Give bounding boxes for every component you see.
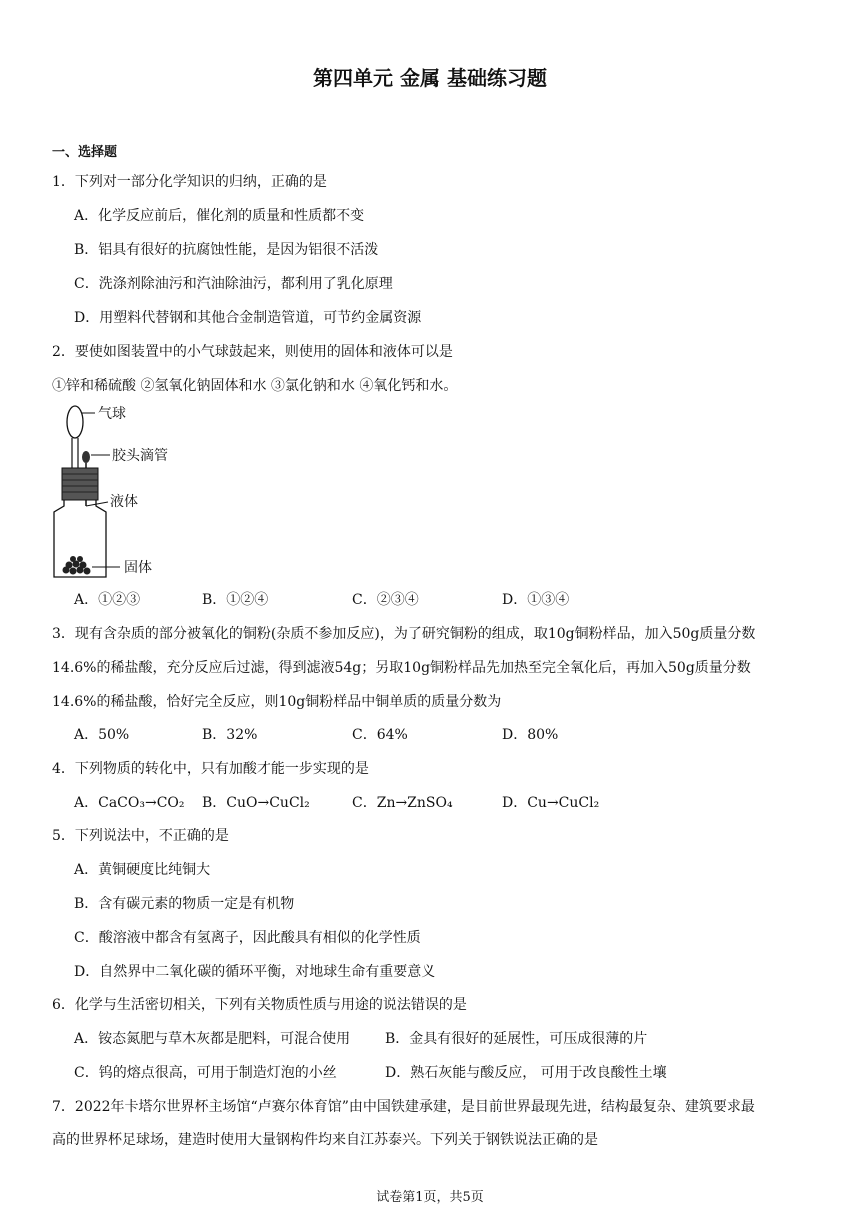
q7-stem-line2: 高的世界杯足球场，建造时使用大量钢构件均来自江苏泰兴。下列关于钢铁说法正确的是 bbox=[52, 1132, 598, 1148]
rubber-stopper bbox=[62, 468, 98, 500]
q6-stem: 6．化学与生活密切相关，下列有关物质性质与用途的说法错误的是 bbox=[52, 997, 467, 1013]
q4-option-b: B．CuO→CuCl₂ bbox=[202, 795, 310, 811]
q1-option-b: B．铝具有很好的抗腐蚀性能，是因为铝很不活泼 bbox=[74, 242, 379, 258]
page-footer: 试卷第1页，共5页 bbox=[376, 1190, 484, 1205]
q6-option-b: B．金具有很好的延展性，可压成很薄的片 bbox=[385, 1031, 648, 1047]
q2-option-c: C．②③④ bbox=[352, 592, 419, 608]
q4-options bbox=[0, 793, 860, 813]
q2-options bbox=[0, 590, 860, 610]
q2-stem: 2．要使如图装置中的小气球鼓起来，则使用的固体和液体可以是 bbox=[52, 344, 453, 360]
q2-option-b: B．①②④ bbox=[202, 592, 269, 608]
q6-option-c: C．钨的熔点很高，可用于制造灯泡的小丝 bbox=[74, 1065, 337, 1081]
q1-stem: 1．下列对一部分化学知识的归纳，正确的是 bbox=[52, 174, 327, 190]
q3-option-d: D．80% bbox=[502, 727, 559, 743]
q3-option-a: A．50% bbox=[74, 727, 130, 743]
q5-option-a: A．黄铜硬度比纯铜大 bbox=[74, 862, 211, 878]
q3-option-c: C．64% bbox=[352, 727, 408, 743]
q3-stem-line2: 14.6%的稀盐酸，充分反应后过滤，得到滤液54g；另取10g铜粉样品先加热至完全氧化后，再加入50g质量分数 bbox=[52, 660, 751, 676]
q1-option-a: A．化学反应前后，催化剂的质量和性质都不变 bbox=[74, 208, 365, 224]
q6-option-d: D．熟石灰能与酸反应， 可用于改良酸性土壤 bbox=[385, 1065, 667, 1081]
label-liquid: 液体 bbox=[110, 494, 138, 510]
q2-option-d: D．①③④ bbox=[502, 592, 570, 608]
label-dropper: 胶头滴管 bbox=[112, 448, 168, 464]
q4-option-c: C．Zn→ZnSO₄ bbox=[352, 795, 453, 811]
q3-stem-line3: 14.6%的稀盐酸，恰好完全反应，则10g铜粉样品中铜单质的质量分数为 bbox=[52, 694, 502, 710]
page-title: 第四单元 金属 基础练习题 bbox=[313, 66, 547, 90]
q3-option-b: B．32% bbox=[202, 727, 258, 743]
q5-option-d: D．自然界中二氧化碳的循环平衡，对地球生命有重要意义 bbox=[74, 964, 436, 980]
q4-option-a: A．CaCO₃→CO₂ bbox=[74, 795, 185, 811]
q2-option-a: A．①②③ bbox=[74, 592, 141, 608]
dropper-bulb bbox=[82, 451, 90, 463]
section-heading: 一、选择题 bbox=[52, 145, 118, 160]
balloon-shape bbox=[67, 406, 83, 438]
label-balloon: 气球 bbox=[98, 406, 126, 422]
q4-option-d: D．Cu→CuCl₂ bbox=[502, 795, 600, 811]
q5-option-b: B．含有碳元素的物质一定是有机物 bbox=[74, 896, 295, 912]
q3-stem-line1: 3．现有含杂质的部分被氧化的铜粉(杂质不参加反应)，为了研究铜粉的组成，取10g铜粉样品，加入50g质量分数 bbox=[52, 626, 756, 642]
q6-option-a: A．铵态氮肥与草木灰都是肥料，可混合使用 bbox=[74, 1031, 351, 1047]
q5-stem: 5．下列说法中，不正确的是 bbox=[52, 828, 229, 844]
q1-option-c: C．洗涤剂除油污和汽油除油污，都利用了乳化原理 bbox=[74, 276, 393, 292]
q5-option-c: C．酸溶液中都含有氢离子，因此酸具有相似的化学性质 bbox=[74, 930, 421, 946]
q4-stem: 4．下列物质的转化中，只有加酸才能一步实现的是 bbox=[52, 761, 369, 777]
q6-options-row1 bbox=[0, 1029, 860, 1049]
solid-particles bbox=[63, 556, 91, 575]
label-solid: 固体 bbox=[124, 560, 152, 576]
q3-options bbox=[0, 725, 860, 745]
q1-option-d: D．用塑料代替钢和其他合金制造管道，可节约金属资源 bbox=[74, 310, 422, 326]
apparatus-diagram bbox=[50, 402, 190, 582]
q7-stem-line1: 7．2022年卡塔尔世界杯主场馆“卢赛尔体育馆”由中国铁建承建，是目前世界最现先进，结构最复杂、建筑要求最 bbox=[52, 1099, 755, 1115]
q6-options-row2 bbox=[0, 1063, 860, 1083]
q2-choices-line: ①锌和稀硫酸 ②氢氧化钠固体和水 ③氯化钠和水 ④氧化钙和水。 bbox=[52, 378, 458, 394]
